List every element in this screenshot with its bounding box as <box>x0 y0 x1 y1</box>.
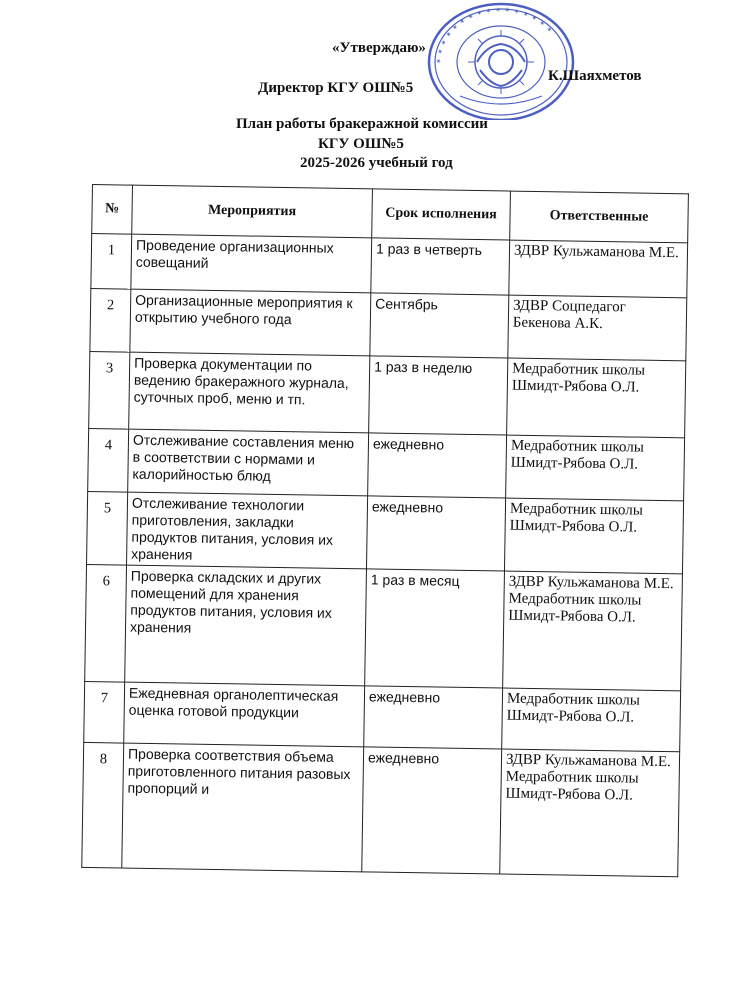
row-activity: Организационные мероприятия к открытию учебного года <box>130 289 371 356</box>
organization-name: КГУ ОШ№5 <box>318 136 404 152</box>
table-row <box>87 491 684 573</box>
row-term: 1 раз в месяц <box>365 569 505 688</box>
row-number: 7 <box>84 681 125 743</box>
row-activity: Отслеживание технологии приготовления, закладки продуктов питания, условия их хранения <box>127 492 368 569</box>
plan-title: План работы бракеражной комиссии <box>236 116 488 132</box>
table-row <box>91 234 688 298</box>
table-row <box>84 681 681 751</box>
row-term: 1 раз в четверть <box>371 238 510 295</box>
director-title: Директор КГУ ОШ№5 <box>258 80 414 96</box>
column-header-number: № <box>92 185 133 235</box>
approval-caption: «Утверждаю» <box>332 40 426 56</box>
column-header-activity: Мероприятия <box>132 185 373 238</box>
table-row <box>88 428 685 500</box>
row-activity: Ежедневная органолептическая оценка готовой продукции <box>124 682 365 747</box>
row-term: ежедневно <box>368 433 507 498</box>
row-number: 2 <box>90 288 131 352</box>
table-row <box>89 351 686 437</box>
row-activity: Проведение организационных совещаний <box>131 234 372 293</box>
row-activity: Проверка соответствия объема приготовленного питания разовых пропорций и <box>122 743 364 872</box>
row-activity: Проверка документации по ведению бракеражного журнала, суточных проб, меню и тп. <box>129 352 370 433</box>
column-header-responsible: Ответственные <box>510 191 689 243</box>
row-number: 8 <box>82 742 124 868</box>
table-row <box>82 742 680 876</box>
row-number: 1 <box>91 234 132 290</box>
row-responsible: Медработник школы Шмидт-Рябова О.Л. <box>506 435 685 501</box>
commission-plan-table <box>81 184 689 877</box>
row-responsible: ЗДВР Соцпедагог Бекенова А.К. <box>508 295 687 361</box>
row-term: ежедневно <box>362 747 502 874</box>
row-responsible: ЗДВР Кульжаманова М.Е. Медработник школы Шмидт-Рябова О.Л. <box>500 749 680 877</box>
row-activity: Отслеживание составления меню в соответствии с нормами и калорийностью блюд <box>128 429 369 496</box>
table-row <box>90 288 687 360</box>
svg-text:✶ ✶ ✶ ✶ ✶ ✶ ✶ ✶ ✶ ✶ ✶ ✶ ✶ ✶ ✶: ✶ ✶ ✶ ✶ ✶ ✶ ✶ ✶ ✶ ✶ ✶ ✶ ✶ ✶ ✶ ✶ <box>434 5 555 65</box>
row-responsible: Медработник школы Шмидт-Рябова О.Л. <box>502 688 681 752</box>
row-responsible: Медработник школы Шмидт-Рябова О.Л. <box>507 358 686 438</box>
row-term: Сентябрь <box>370 293 509 358</box>
row-activity: Проверка складских и других помещений для хранения продуктов питания, условия их хранения <box>125 565 367 686</box>
official-seal-stamp <box>420 0 582 120</box>
row-number: 3 <box>89 351 130 429</box>
table-row <box>85 564 683 690</box>
row-responsible: Медработник школы Шмидт-Рябова О.Л. <box>504 498 683 574</box>
row-responsible: ЗДВР Кульжаманова М.Е. <box>509 240 688 298</box>
row-number: 5 <box>87 491 128 565</box>
column-header-term: Срок исполнения <box>372 189 511 240</box>
row-number: 4 <box>88 428 129 492</box>
director-name: К.Шаяхметов <box>548 68 642 84</box>
row-term: 1 раз в неделю <box>369 356 508 435</box>
school-year: 2025-2026 учебный год <box>300 155 453 171</box>
row-number: 6 <box>85 564 127 682</box>
row-term: ежедневно <box>366 496 505 571</box>
row-term: ежедневно <box>364 686 503 749</box>
row-responsible: ЗДВР Кульжаманова М.Е. Медработник школы Шмидт-Рябова О.Л. <box>503 571 683 691</box>
